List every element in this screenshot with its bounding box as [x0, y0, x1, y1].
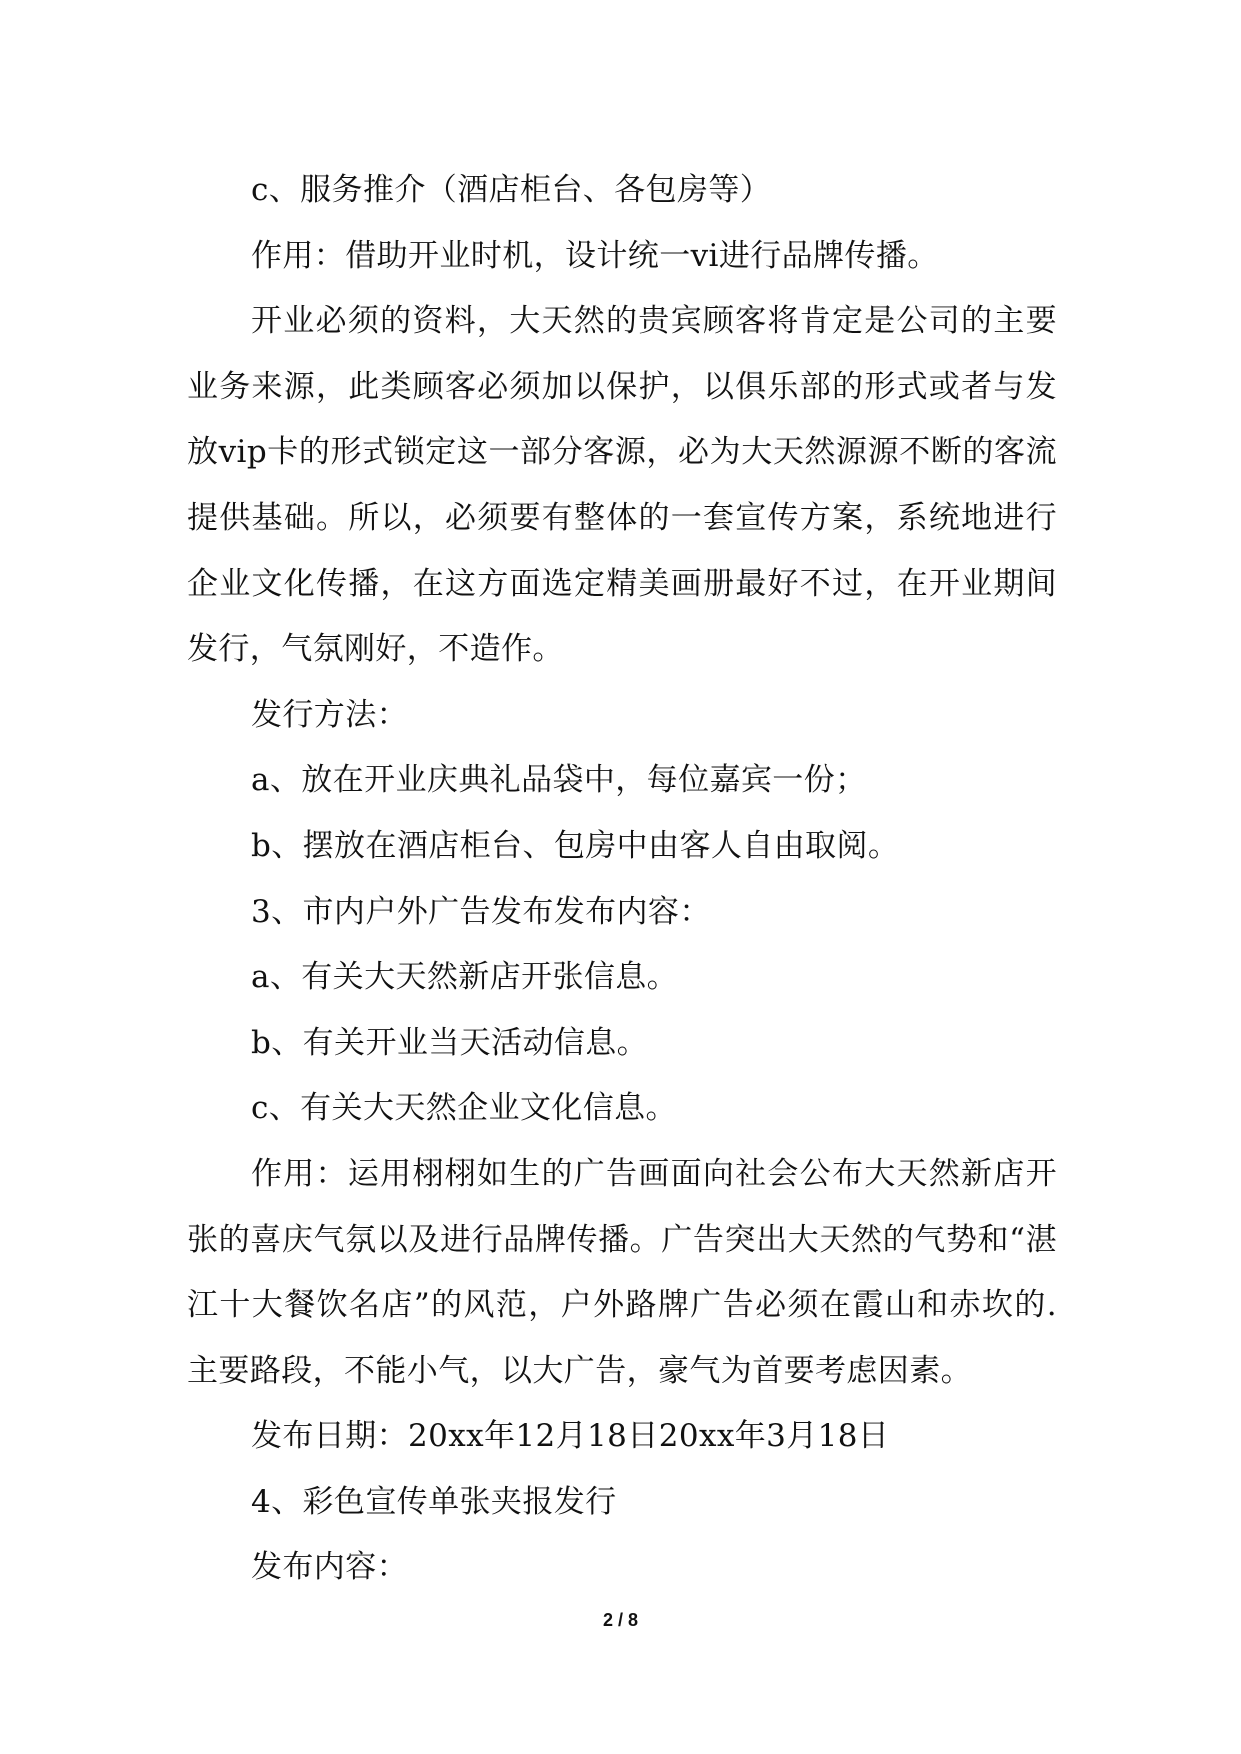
paragraph-outdoor-ads: 3、市内户外广告发布发布内容：: [251, 893, 711, 930]
paragraph-distribution-method: 发行方法：: [251, 696, 408, 733]
paragraph-item-c-culture: c、有关大天然企业文化信息。: [251, 1090, 677, 1127]
paragraph-service-promotion: c、服务推介（酒店柜台、各包房等）: [251, 172, 772, 208]
paragraph-opening-materials: 开业必须的资料，大天然的贵宾顾客将肯定是公司的主要业务来源，此类顾客必须加以保护，以俱乐部的形式或者与发放vip卡的形式锁定这一部分客源，必为大天然源源不断的客流提供基础。所以，必须要有整体的一套宣传方案，系统地进行企业文化传播，在这方面选定精美画册最好不过，在开业期间发行，气氛刚好，不造作。: [187, 303, 1057, 668]
paragraph-item-a-gift-bag: a、放在开业庆典礼品袋中，每位嘉宾一份；: [251, 762, 867, 799]
paragraph-item-a-new-store: a、有关大天然新店开张信息。: [251, 959, 679, 996]
document-body: [187, 158, 1057, 1601]
paragraph-purpose-vi: 作用：借助开业时机，设计统一vi进行品牌传播。: [251, 237, 939, 274]
page-number: 2 / 8: [602, 1610, 639, 1630]
paragraph-item-b-counter: b、摆放在酒店柜台、包房中由客人自由取阅。: [251, 827, 900, 864]
paragraph-purpose-ads: 作用：运用栩栩如生的广告画面向社会公布大天然新店开张的喜庆气氛以及进行品牌传播。广告突出大天然的气势和“湛江十大餐饮名店”的风范，户外路牌广告必须在霞山和赤坎的.主要路段，不能小气，以大广告，豪气为首要考虑因素。: [187, 1155, 1057, 1389]
paragraph-publish-date: 发布日期：20xx年12月18日20xx年3月18日: [251, 1418, 890, 1455]
paragraph-publish-content: 发布内容：: [251, 1549, 408, 1586]
paragraph-item-b-activities: b、有关开业当天活动信息。: [251, 1024, 649, 1061]
paragraph-color-flyers: 4、彩色宣传单张夹报发行: [251, 1483, 617, 1520]
